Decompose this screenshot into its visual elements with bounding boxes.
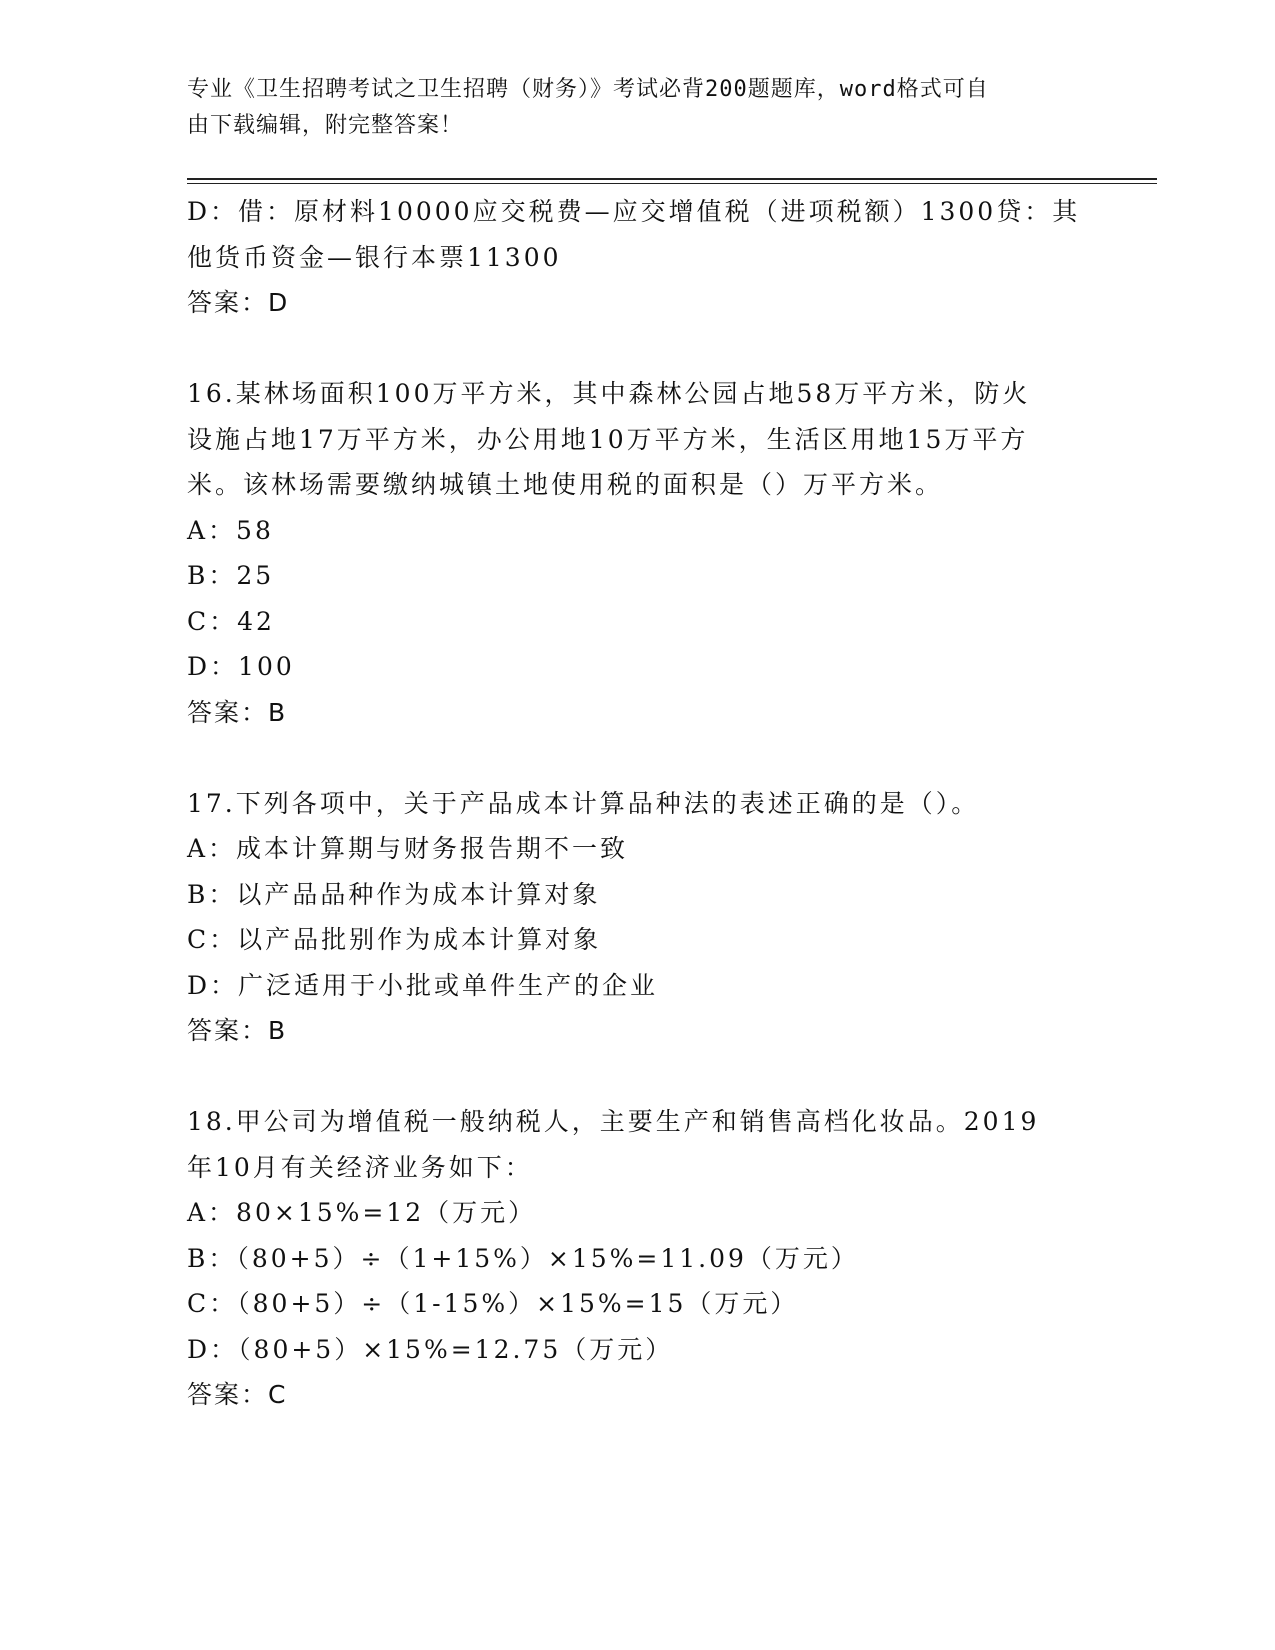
q17-option-d: D：广泛适用于小批或单件生产的企业: [187, 970, 659, 1000]
q17-stem-line-1: 17.下列各项中，关于产品成本计算品种法的表述正确的是（）。: [187, 788, 980, 818]
q18-stem-line-1: 18.甲公司为增值税一般纳税人，主要生产和销售高档化妆品。2019: [187, 1107, 1040, 1136]
q17-option-a: A：成本计算期与财务报告期不一致: [187, 834, 629, 863]
q16-option-a: A：58: [187, 515, 274, 545]
q16-answer: 答案：B: [187, 697, 288, 727]
q18-option-d: D：（80+5）×15%=12.75（万元）: [187, 1334, 674, 1364]
q16-option-d: D：100: [187, 652, 295, 681]
q16-option-b: B：25: [187, 561, 275, 590]
q18-stem-line-2: 年10月有关经济业务如下：: [187, 1152, 533, 1182]
q17-option-b: B：以产品品种作为成本计算对象: [187, 879, 601, 909]
q18-option-c: C：（80+5）÷（1-15%）×15%=15（万元）: [187, 1289, 799, 1318]
q18-answer: 答案：C: [187, 1380, 288, 1409]
q15-option-d-line-1: D：借：原材料10000应交税费—应交增值税（进项税额）1300贷：其: [187, 197, 1081, 226]
q16-stem-line-1: 16.某林场面积100万平方米，其中森林公园占地58万平方米，防火: [187, 379, 1031, 408]
q16-stem-line-3: 米。该林场需要缴纳城镇土地使用税的面积是（）万平方米。: [187, 470, 944, 499]
question-18: [187, 1099, 1077, 1418]
document-header: [187, 72, 1067, 144]
spacer: [187, 1054, 1077, 1100]
q15-answer: 答案：D: [187, 288, 290, 317]
q18-option-b: B：（80+5）÷（1+15%）×15%=11.09（万元）: [187, 1243, 859, 1273]
q16-stem-line-2: 设施占地17万平方米，办公用地10万平方米，生活区用地15万平方: [187, 424, 1029, 454]
spacer: [187, 326, 1077, 372]
header-divider-thin: [187, 183, 1157, 184]
q15-option-d-line-2: 他货币资金—银行本票11300: [187, 242, 562, 272]
document-body: [187, 189, 1081, 1418]
q18-option-a: A：80×15%=12（万元）: [187, 1198, 537, 1227]
q16-option-c: C：42: [187, 606, 275, 636]
q17-answer: 答案：B: [187, 1016, 288, 1045]
header-title-line-2: 由下载编辑，附完整答案！: [187, 113, 464, 138]
spacer: [187, 735, 1077, 781]
question-15-tail: [187, 189, 1081, 326]
question-16: [187, 371, 1077, 735]
header-title-line-1: 专业《卫生招聘考试之卫生招聘（财务）》考试必背200题题库，word格式可自: [187, 77, 989, 102]
question-17: [187, 781, 1077, 1054]
header-divider-thick: [187, 178, 1157, 180]
q17-option-c: C：以产品批别作为成本计算对象: [187, 925, 602, 954]
